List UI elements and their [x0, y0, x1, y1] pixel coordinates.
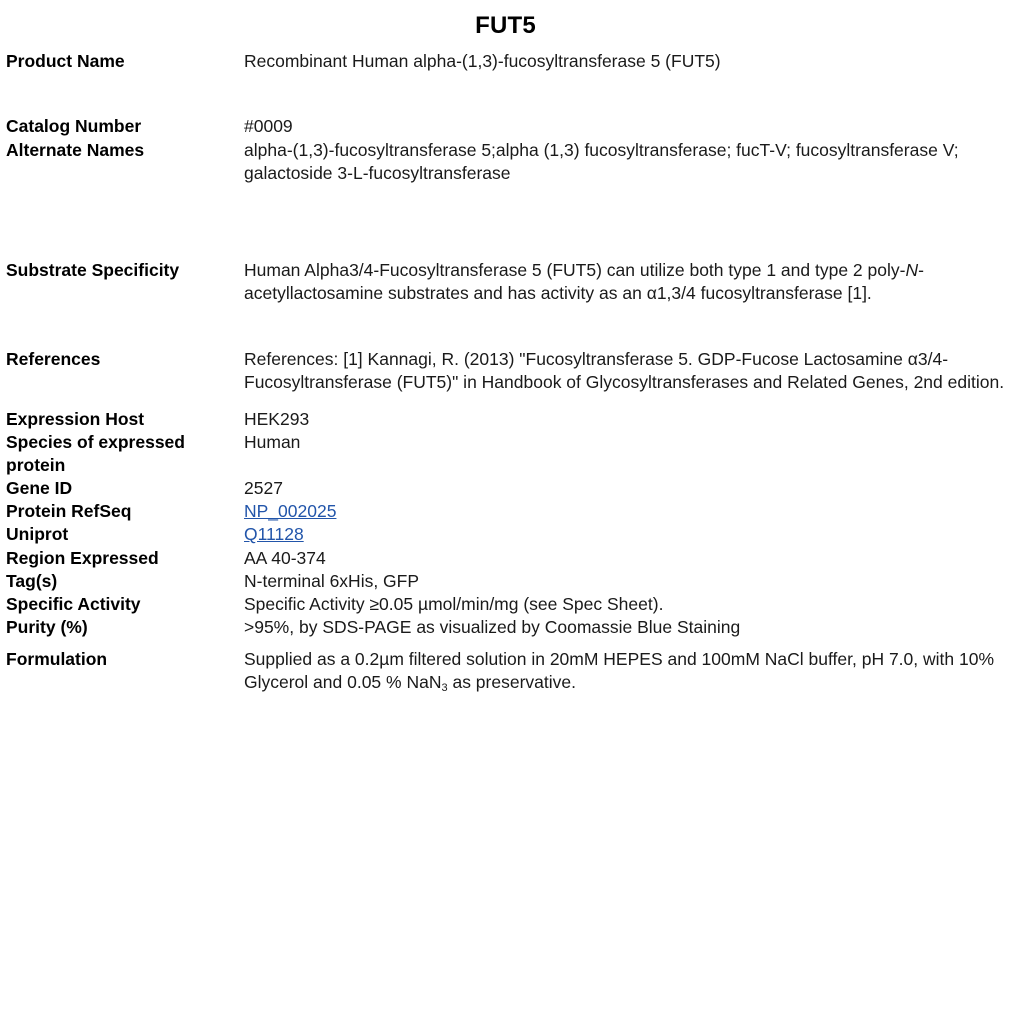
row-label-protein-refseq: Protein RefSeq [6, 501, 132, 522]
row-label-purity: Purity (%) [6, 617, 88, 638]
table-row [6, 408, 1005, 431]
table-row [6, 139, 1005, 186]
spacer [6, 73, 1005, 115]
table-row [6, 547, 1005, 570]
row-value-species-of-expressed-protein: Human [244, 432, 301, 453]
uniprot-link[interactable]: Q11128 [244, 524, 304, 545]
row-label-formulation: Formulation [6, 648, 108, 669]
substrate-text-part2: -acetyllactosamine substrates and has activity as an α1,3/4 fucosyltransferase [1]. [244, 260, 924, 304]
row-label-references: References [6, 348, 101, 369]
substrate-text-italic: N [905, 260, 919, 281]
table-row [6, 348, 1005, 395]
row-label-specific-activity: Specific Activity [6, 594, 141, 615]
spacer [6, 306, 1005, 348]
table-row [6, 115, 1005, 138]
row-value-purity: >95%, by SDS-PAGE as visualized by Coomassie Blue Staining [244, 617, 741, 638]
row-value-tags: N-terminal 6xHis, GFP [244, 570, 420, 591]
table-row [6, 477, 1005, 500]
row-value-substrate-specificity [244, 259, 1005, 306]
row-value-catalog-number: #0009 [244, 116, 293, 137]
row-label-expression-host: Expression Host [6, 409, 145, 430]
row-value-gene-id: 2527 [244, 477, 283, 498]
row-value-formulation [244, 648, 1005, 695]
formulation-text-part1: Supplied as a 0.2µm filtered solution in 20mM HEPES and 100mM NaCl buffer, pH 7.0, with 10% Glycerol and 0.05 % NaN [244, 648, 995, 693]
row-label-tags: Tag(s) [6, 570, 58, 591]
page-title: FUT5 [475, 12, 536, 39]
table-row [6, 523, 1005, 546]
row-value-expression-host: HEK293 [244, 409, 310, 430]
row-label-species-of-expressed-protein: Species of expressed protein [6, 432, 185, 476]
specification-table [6, 50, 1005, 694]
spacer [6, 640, 1005, 648]
table-row [6, 593, 1005, 616]
table-row [6, 50, 1005, 73]
row-label-substrate-specificity: Substrate Specificity [6, 260, 180, 281]
formulation-subscript: 3 [441, 682, 448, 695]
row-value-uniprot [244, 523, 1005, 546]
substrate-text-part1: Human Alpha3/4-Fucosyltransferase 5 (FUT5) can utilize both type 1 and type 2 poly- [244, 260, 906, 281]
row-value-alternate-names: alpha-(1,3)-fucosyltransferase 5;alpha (1,3) fucosyltransferase; fucT-V; fucosyltransferase V; galactoside 3-L-fucosyltransferase [244, 139, 959, 183]
row-label-uniprot: Uniprot [6, 524, 69, 545]
protein-refseq-link[interactable]: NP_002025 [244, 501, 337, 522]
row-label-gene-id: Gene ID [6, 477, 73, 498]
row-value-protein-refseq [244, 500, 1005, 523]
spacer [6, 185, 1005, 259]
row-value-region-expressed: AA 40-374 [244, 547, 326, 568]
row-label-region-expressed: Region Expressed [6, 547, 159, 568]
table-row [6, 616, 1005, 639]
table-row [6, 500, 1005, 523]
row-label-alternate-names: Alternate Names [6, 139, 145, 160]
row-label-catalog-number: Catalog Number [6, 116, 142, 137]
table-row [6, 259, 1005, 306]
row-value-product-name: Recombinant Human alpha-(1,3)-fucosyltransferase 5 (FUT5) [244, 51, 721, 71]
table-row [6, 648, 1005, 695]
row-value-specific-activity: Specific Activity ≥0.05 µmol/min/mg (see Spec Sheet). [244, 594, 664, 615]
row-label-product-name: Product Name [6, 51, 125, 71]
table-row [6, 570, 1005, 593]
spacer [6, 394, 1005, 408]
formulation-text-part2: as preservative. [447, 672, 576, 693]
table-row [6, 431, 1005, 477]
row-value-references: References: [1] Kannagi, R. (2013) "Fucosyltransferase 5. GDP-Fucose Lactosamine α3/4-Fucosyltransferase (FUT5)" in Handbook of Glycosyltransferases and Related Genes, 2nd edition. [244, 348, 1005, 392]
